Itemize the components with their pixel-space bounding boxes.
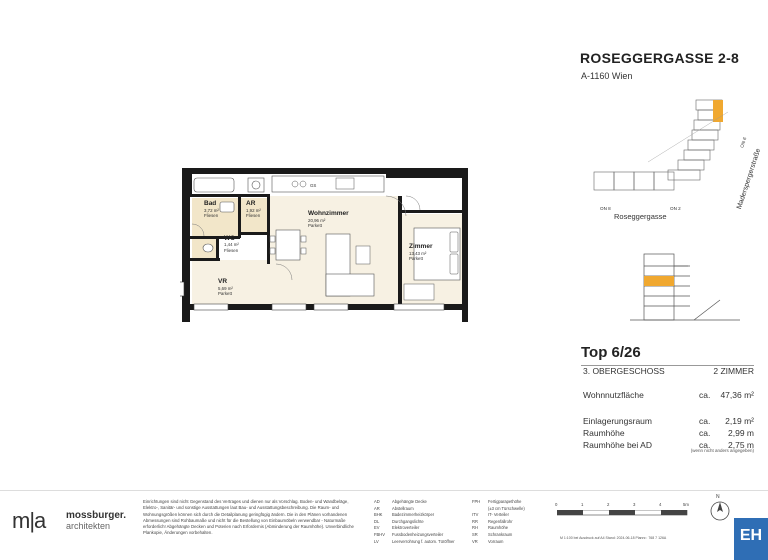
room-floor-zimmer: Parkett <box>409 256 423 261</box>
info-label-raumhoehe: Raumhöhe <box>583 428 625 438</box>
project-title: ROSEGGERGASSE 2-8 <box>580 50 740 66</box>
scale-tick-label: 2 <box>607 502 610 507</box>
info-value-einlagerungsraum: 2,19 m² <box>725 416 754 426</box>
info-label-wohnnutzflaeche: Wohnnutzfläche <box>583 390 644 400</box>
info-value-raumhoehe-ad: 2,75 m <box>728 440 754 450</box>
floor-plan <box>180 166 470 324</box>
legend-item: AR Abstellraum <box>374 505 414 511</box>
scale-tick-label: 4 <box>659 502 662 507</box>
room-name-zimmer: Zimmer <box>409 243 433 250</box>
plan-meta: M 1:100 bei Ausdruck auf A4 Stand: 2024-06-18 Plannr.: 768 7 126A <box>560 536 667 540</box>
hall-fill <box>192 260 270 304</box>
street-label-horizontal: Roseggergasse <box>614 212 667 221</box>
eh-logo-badge: EH <box>734 518 768 560</box>
room-name-vr: VR <box>218 278 228 285</box>
unit-title: Top 6/26 <box>581 344 641 361</box>
room-area-zimmer: 13,43 m² <box>409 251 427 256</box>
legend-item: ITV IT- Verteiler <box>472 512 509 518</box>
room-name-ar: AR <box>246 200 256 207</box>
room-area-bad: 3,72 m² <box>204 208 219 213</box>
north-arrow-icon <box>708 498 732 522</box>
kitchen-counter <box>272 176 384 192</box>
bathtub <box>194 178 234 192</box>
unit-floor: 3. OBERGESCHOSS <box>583 366 665 376</box>
room-area-wc: 1,44 m² <box>224 242 239 247</box>
outer-wall-right <box>462 168 468 322</box>
unit-highlight <box>713 100 723 122</box>
footer-divider <box>0 490 768 491</box>
room-floor-vr: Parkett <box>218 291 232 296</box>
info-ca-raumhoehe: ca. <box>699 428 711 438</box>
unit-rooms: 2 ZIMMER <box>713 366 754 376</box>
legend-item: SR Schrankraum <box>472 531 513 537</box>
architect-logo-mark: m|a <box>12 508 46 533</box>
section-unit-highlight <box>644 276 674 286</box>
info-label-einlagerungsraum: Einlagerungsraum <box>583 416 652 426</box>
scale-tick-label: 0 <box>555 502 558 507</box>
entrance-label-1: ON 8 <box>600 206 611 211</box>
room-area-wohnzimmer: 20,96 m² <box>308 218 326 223</box>
info-label-raumhoehe-ad: Raumhöhe bei AD <box>583 440 652 450</box>
toilet <box>203 244 213 252</box>
footnote: (wenn nicht anders angegeben) <box>690 448 754 453</box>
info-ca-einlagerungsraum: ca. <box>699 416 711 426</box>
legend-item: DL Durchgangslichte <box>374 518 424 524</box>
room-floor-wc: Fliesen <box>224 248 239 253</box>
entrance-label-2: ON 2 <box>670 206 681 211</box>
scale-tick-label: 5m <box>683 502 689 507</box>
legend-item: AD Abgehängte Decke <box>374 499 427 504</box>
room-area-vr: 5,69 m² <box>218 286 233 291</box>
dining-table <box>276 230 300 260</box>
info-value-wohnnutzflaeche: 47,36 m² <box>720 390 754 400</box>
info-ca-raumhoehe-ad: ca. <box>699 440 711 450</box>
legend-item: RR Regenfallrohr <box>472 518 513 524</box>
north-label: N <box>716 494 720 500</box>
legend-column-b <box>472 499 552 545</box>
architect-logo-name: mossburger. <box>66 510 127 521</box>
legend-item: FBHV Fussbodenheizungsverteiler <box>374 531 444 537</box>
legend-item: FPH Fertigparapethöhe <box>472 499 522 504</box>
scale-tick-label: 1 <box>581 502 584 507</box>
room-name-wohnzimmer: Wohnzimmer <box>308 210 349 217</box>
entrance-label-3: ON 6 <box>739 136 748 149</box>
legend-item: RH Raumhöhe <box>472 525 509 531</box>
legend-column-a <box>374 499 469 545</box>
project-address: A-1160 Wien <box>581 71 633 81</box>
architect-logo-sub: architekten <box>66 521 111 531</box>
legend-item: BHK Badezimmerheizkörper <box>374 512 435 518</box>
legend-item: VR Vorraum <box>472 538 504 544</box>
kitchen-label: GS <box>310 183 317 188</box>
room-name-wc: WC <box>224 235 235 242</box>
info-value-raumhoehe: 2,99 m <box>728 428 754 438</box>
room-floor-bad: Fliesen <box>204 213 219 218</box>
info-ca-wohnnutzflaeche: ca. <box>699 390 711 400</box>
legend-item: LV Leerverrohrung f. autom. Türöffner <box>374 538 455 544</box>
scale-bar <box>555 500 705 540</box>
legend-item: EV Elektroverteiler <box>374 525 420 531</box>
room-name-bad: Bad <box>204 200 217 207</box>
scale-tick-label: 3 <box>633 502 636 507</box>
disclaimer-text: Einrichtungen sind nicht Gegenstand des Vertrages und dienen nur als Vorschlag. Boden- und Wandbeläge, Elektro-, Sanitär- und sonstige Ausstattungen laut Bau- und Ausstattungsbeschreibung. Die Raum- und Wohnungsgrößen können sich durch die Detailplanung geringfügig ändern. Die in den Plänen vorhandenen Abmessungen sind Rohbaumaße und nicht für die Bestellung von Einbaumöbeln verwendbar - Naturmaße erforderlich! Abgehängte Decken und Poterien nach Erfordernis (Abminderung der Raumhöhe). Unverbindliche Plankopie, Änderungen vorbehalten. <box>143 499 354 536</box>
washing-machine <box>248 178 264 192</box>
room-floor-ar: Fliesen <box>246 213 261 218</box>
site-plan <box>588 96 748 214</box>
section-diagram <box>630 248 740 324</box>
room-floor-wohnzimmer: Parkett <box>308 223 322 228</box>
outer-wall-top <box>182 168 468 174</box>
room-area-ar: 1,92 m² <box>246 208 261 213</box>
legend-item: (±3 cm Türschwelle) <box>488 505 525 511</box>
street-label-vertical: Maderspergerstraße <box>736 147 763 211</box>
